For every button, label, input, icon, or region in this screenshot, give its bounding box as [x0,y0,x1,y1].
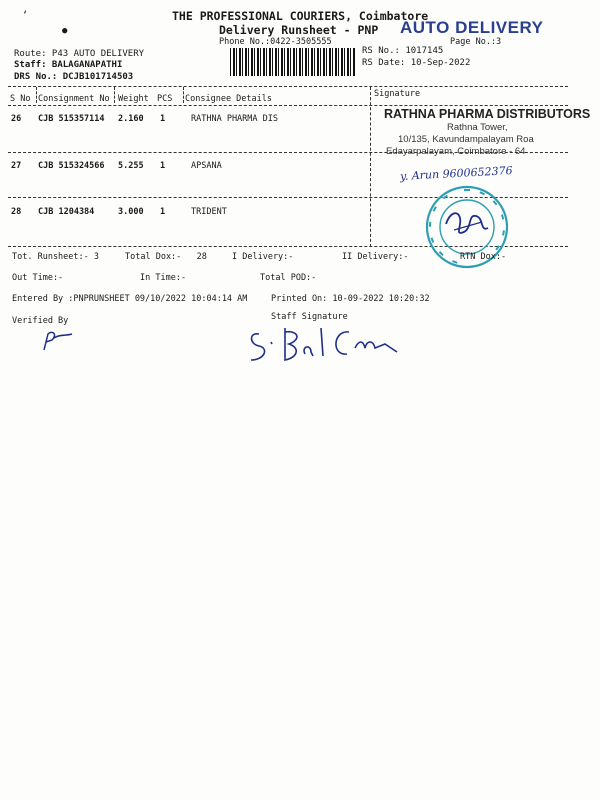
runsheet-title: Delivery Runsheet - PNP [219,23,379,37]
company-title: THE PROFESSIONAL COURIERS, Coimbatore [172,9,429,23]
rtn-dox: RTN Dox:- [460,252,507,262]
row-consignment: CJB 515324566 [38,161,105,171]
total-pod: Total POD:- [260,273,317,283]
dot-mark: ● [62,26,68,36]
header-weight: Weight [118,94,149,104]
in-time: In Time:- [140,273,187,283]
table-header-rule [8,105,568,106]
page-number: Page No.:3 [450,37,502,47]
total-runsheet: Tot. Runsheet:- 3 [12,252,99,262]
staff-signature-label: Staff Signature [271,312,348,322]
entered-by: Entered By :PNPRUNSHEET 09/10/2022 10:04:14 AM [12,294,248,304]
row-sno: 27 [11,161,22,171]
col-divider-4 [370,87,371,247]
stamp-address-2: 10/135, Kavundampalayam Roa [398,134,534,145]
header-sno: S No [10,94,31,104]
stamp-address-3: Edayarpalayam, Coimbatore - 64 [386,146,526,157]
ii-delivery: II Delivery:- [342,252,409,262]
rs-date: RS Date: 10-Sep-2022 [362,58,471,68]
staff-signature [245,318,415,370]
row-consignee: RATHNA PHARMA DIS [191,114,278,124]
total-dox: Total Dox:- 28 [125,252,207,262]
header-consignee: Consignee Details [185,94,272,104]
i-delivery: I Delivery:- [232,252,294,262]
barcode [230,48,355,76]
verifier-signature [38,328,78,356]
row-consignment: CJB 515357114 [38,114,105,124]
apostrophe-mark: ‘ [22,10,29,21]
printed-on: Printed On: 10-09-2022 10:20:32 [271,294,430,304]
row-sno: 28 [11,207,22,217]
rs-number: RS No.: 1017145 [362,46,444,56]
verified-by-label: Verified By [12,316,69,326]
row-weight: 3.000 [118,207,144,217]
handwritten-note: y. Arun 9600652376 [399,164,513,183]
row-weight: 2.160 [118,114,144,124]
phone-number: Phone No.:0422-3505555 [219,37,332,47]
auto-delivery-stamp: AUTO DELIVERY [400,18,544,37]
stamp-company-name: RATHNA PHARMA DISTRIBUTORS [384,107,591,121]
row-pcs: 1 [160,207,166,217]
row-pcs: 1 [160,114,166,124]
header-pcs: PCS [157,94,173,104]
stamp-address-1: Rathna Tower, [447,122,508,133]
out-time: Out Time:- [12,273,64,283]
col-divider-3 [183,87,184,103]
header-consignment: Consignment No [38,94,110,104]
col-divider-1 [36,87,37,103]
header-signature: Signature [374,89,421,99]
row-consignment: CJB 1204384 [38,207,95,217]
row-consignee: TRIDENT [191,207,227,217]
row-consignee: APSANA [191,161,222,171]
table-top-rule [8,86,568,87]
drs-number: DRS No.: DCJB101714503 [14,72,134,82]
row-pcs: 1 [160,161,166,171]
row-weight: 5.255 [118,161,144,171]
col-divider-2 [114,87,115,103]
row-sno: 26 [11,114,22,124]
route: Route: P43 AUTO DELIVERY [14,49,145,59]
staff-name: Staff: BALAGANAPATHI [14,60,123,70]
